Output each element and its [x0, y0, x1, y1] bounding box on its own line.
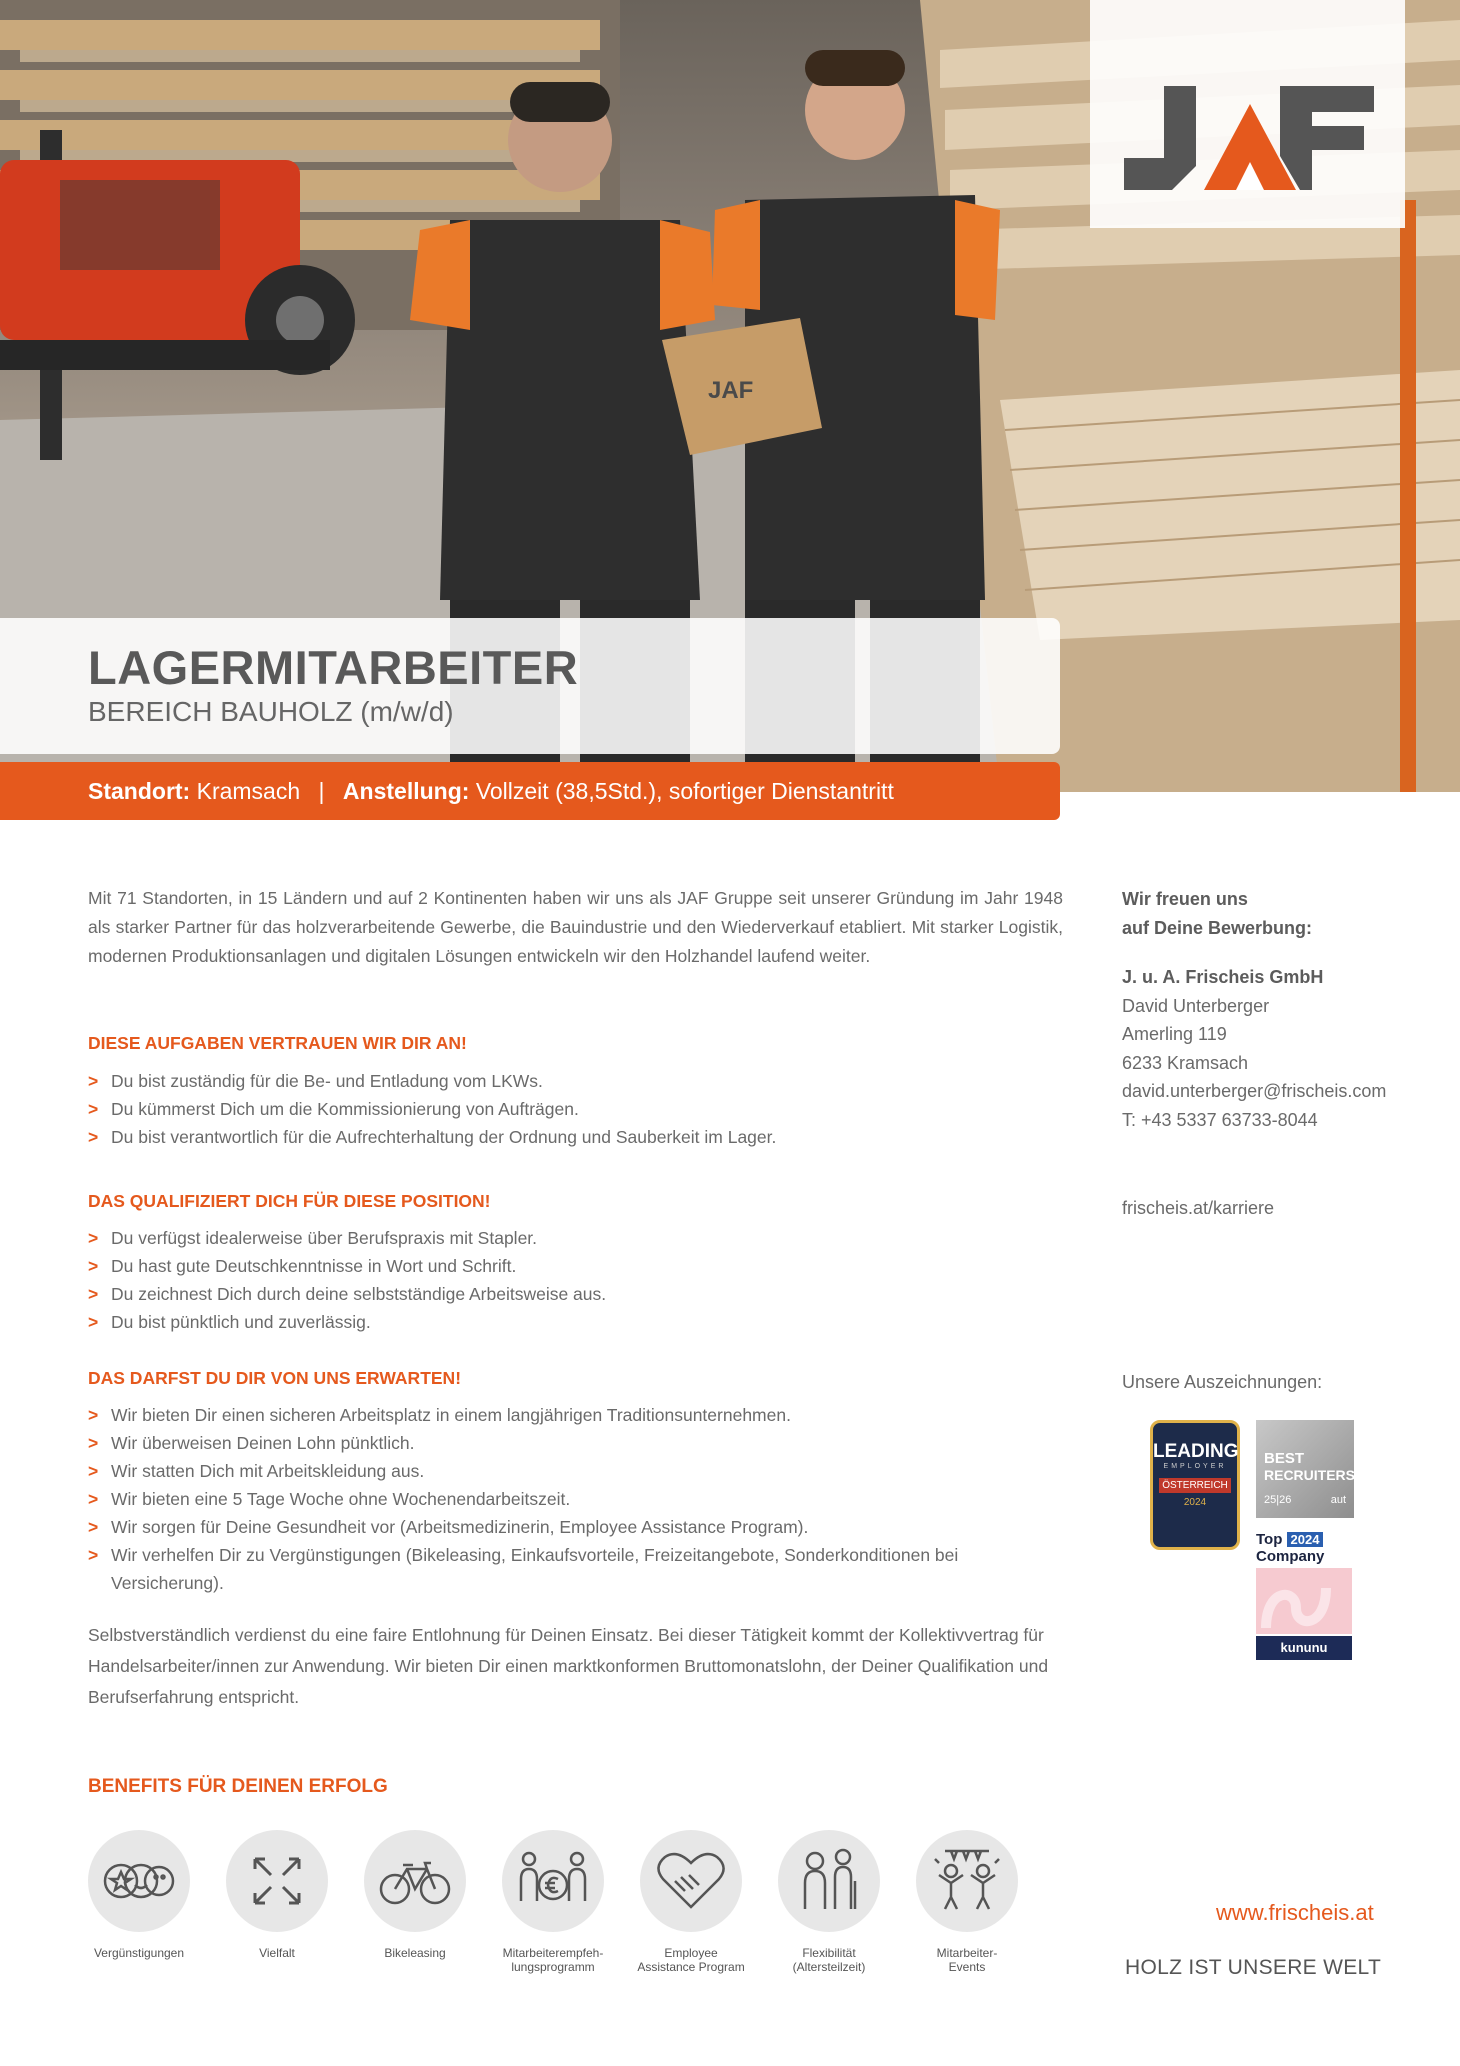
hero-photo: [0, 0, 1460, 792]
bullet-arrow-icon: >: [88, 1405, 99, 1425]
list-item: > Wir sorgen für Deine Gesundheit vor (Arbeitsmedizinerin, Employee Assistance Program).: [88, 1513, 1068, 1541]
contact-person: David Unterberger: [1122, 995, 1270, 1016]
contact-block: [1122, 885, 1422, 1134]
employment-label: Anstellung:: [342, 778, 470, 804]
bullet-arrow-icon: >: [88, 1256, 99, 1276]
title-panel: [0, 618, 1060, 754]
bullet-arrow-icon: >: [88, 1228, 99, 1248]
bicycle-icon: [375, 1841, 455, 1921]
list-item: > Wir statten Dich mit Arbeitskleidung aus.: [88, 1457, 1068, 1485]
expectations-list: [88, 1401, 1068, 1597]
job-subtitle: BEREICH BAUHOLZ (m/w/d): [88, 696, 454, 727]
info-separator: |: [318, 778, 325, 804]
benefit-discounts: [69, 1830, 209, 1960]
benefits-heading: BENEFITS FÜR DEINEN ERFOLG: [88, 1776, 388, 1797]
benefit-label: Employee Assistance Program: [637, 1946, 745, 1974]
bullet-arrow-icon: >: [88, 1284, 99, 1304]
contact-city: 6233 Kramsach: [1122, 1052, 1249, 1073]
job-title: LAGERMITARBEITER: [88, 641, 579, 694]
list-item: > Wir verhelfen Dir zu Vergünstigungen (Bikeleasing, Einkaufsvorteile, Freizeitangebote, Sonderkonditionen bei Versicherung).: [88, 1541, 1068, 1597]
benefit-diversity: [207, 1830, 347, 1960]
benefit-flexibility: [759, 1830, 899, 1974]
qualifications-list: [88, 1224, 1068, 1336]
list-item: > Du kümmerst Dich um die Kommissionierung von Aufträgen.: [88, 1095, 1068, 1123]
slogan: HOLZ IST UNSERE WELT: [1125, 1956, 1382, 1979]
bullet-arrow-icon: >: [88, 1127, 99, 1147]
awards-heading: Unsere Auszeichnungen:: [1122, 1372, 1323, 1392]
benefit-label: Flexibilität (Altersteilzeit): [792, 1946, 866, 1974]
kununu-pattern: [1256, 1568, 1352, 1634]
contact-intro-line2: auf Deine Bewerbung:: [1122, 917, 1313, 938]
tasks-list: [88, 1067, 1068, 1151]
referral-euro-icon: [513, 1841, 593, 1921]
best-recruiters-badge: BEST RECRUITERS 25|26 aut: [1256, 1420, 1354, 1518]
bullet-arrow-icon: >: [88, 1071, 99, 1091]
list-item: > Wir bieten eine 5 Tage Woche ohne Wochenendarbeitszeit.: [88, 1485, 1068, 1513]
bullet-arrow-icon: >: [88, 1099, 99, 1119]
jaf-logo: [1124, 86, 1374, 190]
benefit-label: Mitarbeiterempfeh- lungsprogramm: [502, 1946, 604, 1974]
contact-intro-line1: Wir freuen uns: [1122, 889, 1248, 909]
list-item: > Du bist verantwortlich für die Aufrechterhaltung der Ordnung und Sauberkeit im Lager.: [88, 1123, 1068, 1151]
contact-phone: T: +43 5337 63733-8044: [1122, 1109, 1318, 1130]
list-item: > Wir bieten Dir einen sicheren Arbeitsplatz in einem langjährigen Traditionsunternehmen.: [88, 1401, 1068, 1429]
contact-email-link[interactable]: david.unterberger@frischeis.com: [1122, 1081, 1387, 1101]
kununu-logo: kununu: [1256, 1636, 1352, 1660]
list-item: > Du bist pünktlich und zuverlässig.: [88, 1308, 1068, 1336]
bullet-arrow-icon: >: [88, 1312, 99, 1332]
celebration-icon: [927, 1841, 1007, 1921]
qualifications-heading: DAS QUALIFIZIERT DICH FÜR DIESE POSITION!: [88, 1191, 491, 1211]
bullet-arrow-icon: >: [88, 1433, 99, 1453]
contact-street: Amerling 119: [1122, 1024, 1227, 1044]
benefit-label: Bikeleasing: [384, 1946, 446, 1960]
benefit-events: [897, 1830, 1037, 1974]
careers-link[interactable]: frischeis.at/karriere: [1122, 1198, 1275, 1218]
list-item: > Du verfügst idealerweise über Berufspraxis mit Stapler.: [88, 1224, 1068, 1252]
benefit-bikeleasing: [345, 1830, 485, 1960]
bullet-arrow-icon: >: [88, 1545, 99, 1565]
leading-employer-badge: LEADING EMPLOYER ÖSTERREICH 2024: [1150, 1420, 1240, 1550]
location-label: Standort:: [88, 778, 191, 804]
discount-smileys-icon: [99, 1841, 179, 1921]
heart-handshake-icon: [651, 1841, 731, 1921]
salary-note: Selbstverständlich verdienst du eine faire Entlohnung für Deinen Einsatz. Bei dieser Tätigkeit kommt der Kollektivvertrag für Handelsarbeiter/innen zur Anwendung. Wir bieten Dir einen marktkonformen Bruttomonatslohn, der Deiner Qualifikation und Berufserfahrung entspricht.: [88, 1625, 1049, 1707]
generations-icon: [789, 1841, 869, 1921]
benefit-label: Vielfalt: [259, 1946, 295, 1960]
bullet-arrow-icon: >: [88, 1461, 99, 1481]
benefit-label: Vergünstigungen: [93, 1946, 185, 1960]
employment-value: Vollzeit (38,5Std.), sofortiger Dienstantritt: [475, 778, 894, 804]
benefit-eap: [621, 1830, 761, 1974]
benefit-label: Mitarbeiter- Events: [936, 1946, 998, 1974]
list-item: > Wir überweisen Deinen Lohn pünktlich.: [88, 1429, 1068, 1457]
contact-company: J. u. A. Frischeis GmbH: [1122, 967, 1324, 987]
tasks-heading: DIESE AUFGABEN VERTRAUEN WIR DIR AN!: [88, 1033, 467, 1053]
jaf-logo-panel: [1090, 0, 1405, 228]
list-item: > Du hast gute Deutschkenntnisse in Wort und Schrift.: [88, 1252, 1068, 1280]
job-info-bar: [0, 762, 1060, 820]
bullet-arrow-icon: >: [88, 1517, 99, 1537]
list-item: > Du zeichnest Dich durch deine selbstständige Arbeitsweise aus.: [88, 1280, 1068, 1308]
company-intro: Mit 71 Standorten, in 15 Ländern und auf 2 Kontinenten haben wir uns als JAF Gruppe seit unserer Gründung im Jahr 1948 als starker Partner für das holzverarbeitende Gewerbe, die Bauindustrie und den Wiederverkauf etabliert. Mit starker Logistik, modernen Produktionsanlagen und digitalen Lösungen entwickeln wir den Holzhandel laufend weiter.: [88, 888, 1063, 966]
benefit-referral: [483, 1830, 623, 1974]
website-link[interactable]: www.frischeis.at: [1216, 1900, 1374, 1925]
kununu-top-company-badge: Top 2024 Company kununu: [1256, 1532, 1352, 1664]
list-item: > Du bist zuständig für die Be- und Entladung vom LKWs.: [88, 1067, 1068, 1095]
bullet-arrow-icon: >: [88, 1489, 99, 1509]
location-value: Kramsach: [196, 778, 301, 804]
benefits-expect-heading: DAS DARFST DU DIR VON UNS ERWARTEN!: [88, 1368, 462, 1388]
diversity-arrows-icon: [237, 1841, 317, 1921]
svg-text:JAF: JAF: [708, 377, 754, 404]
